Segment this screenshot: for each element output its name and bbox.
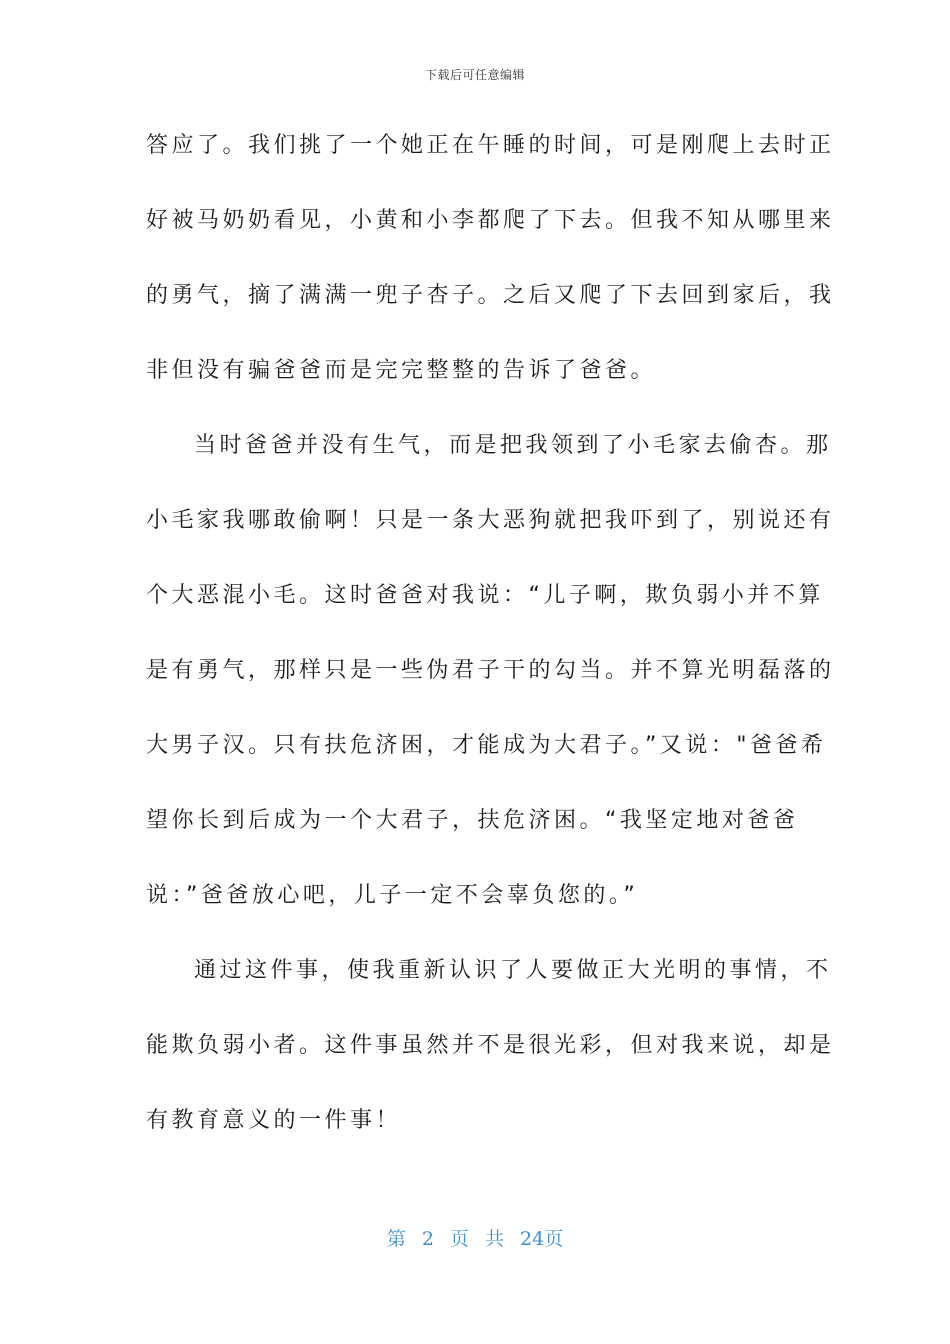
text-line: 望你长到后成为一个大君子，扶危济困。“我坚定地对爸爸 (146, 808, 799, 833)
text-line: 答应了。我们挑了一个她正在午睡的时间，可是刚爬上去时正 (146, 133, 835, 158)
text-line-paragraph-start: 当时爸爸并没有生气，而是把我领到了小毛家去偷杏。那 (194, 433, 832, 458)
text-line: 大男子汉。只有扶危济困，才能成为大君子。”又说："爸爸希 (146, 733, 827, 758)
text-line: 说：”爸爸放心吧，儿子一定不会辜负您的。” (146, 883, 639, 908)
text-line: 能欺负弱小者。这件事虽然并不是很光彩，但对我来说，却是 (146, 1033, 835, 1058)
text-line: 非但没有骗爸爸而是完完整整的告诉了爸爸。 (146, 358, 657, 383)
page-header: 下载后可任意编辑 (424, 68, 525, 82)
text-line: 有教育意义的一件事！ (146, 1108, 402, 1133)
text-line: 个大恶混小毛。这时爸爸对我说：“儿子啊，欺负弱小并不算 (146, 583, 824, 608)
text-line-paragraph-start: 通过这件事，使我重新认识了人要做正大光明的事情，不 (194, 958, 832, 983)
text-line: 是有勇气，那样只是一些伪君子干的勾当。并不算光明磊落的 (146, 658, 835, 683)
document-body (146, 118, 835, 1168)
page-number-footer: 第 2 页 共 24页 (386, 1228, 564, 1250)
text-line: 小毛家我哪敢偷啊！只是一条大恶狗就把我吓到了，别说还有 (146, 508, 835, 533)
text-line: 好被马奶奶看见，小黄和小李都爬了下去。但我不知从哪里来 (146, 208, 835, 233)
text-line: 的勇气，摘了满满一兜子杏子。之后又爬了下去回到家后，我 (146, 283, 835, 308)
